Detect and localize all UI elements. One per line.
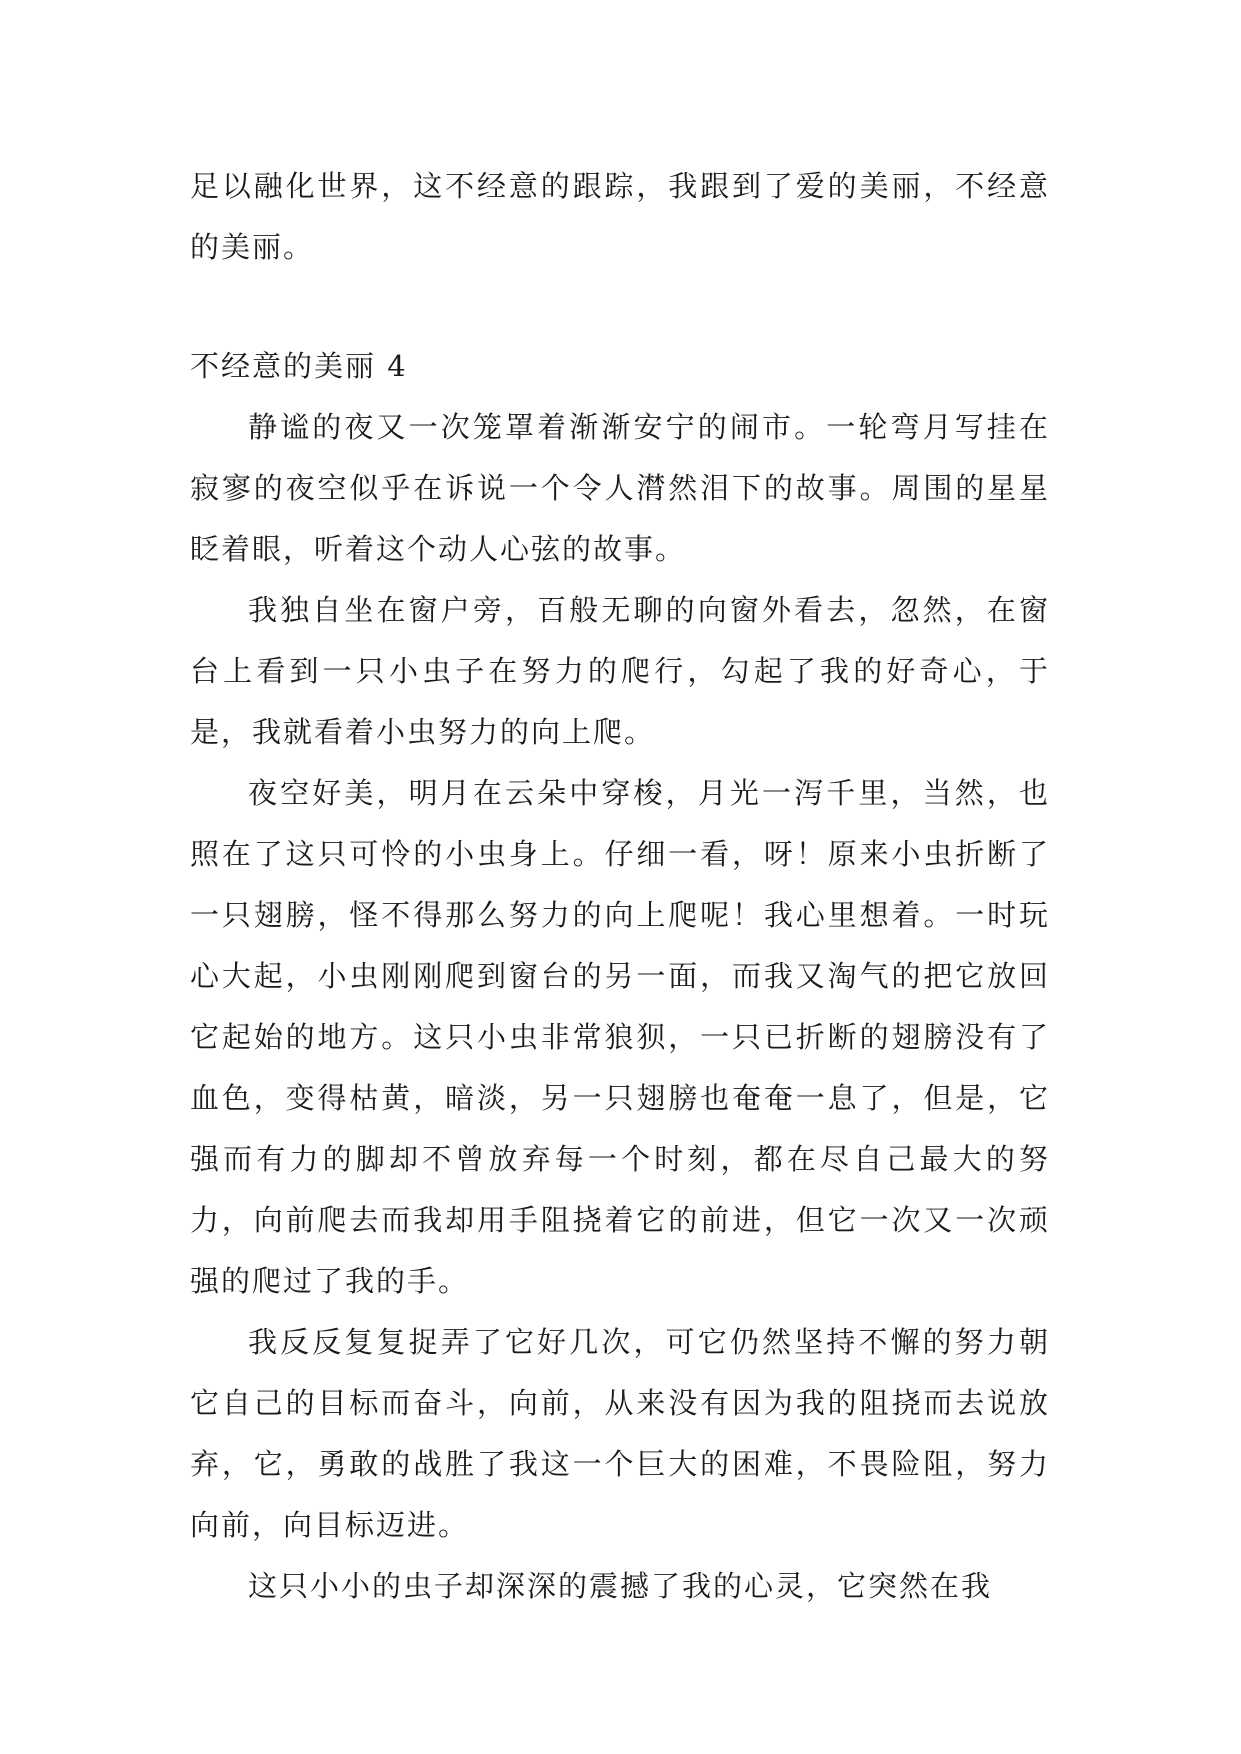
body-paragraph: 这只小小的虫子却深深的震撼了我的心灵，它突然在我 [248, 1569, 993, 1603]
body-paragraph: 夜空好美，明月在云朵中穿梭，月光一泻千里，当然，也照在了这只可怜的小虫身上。仔细一看，呀！原来小虫折断了一只翅膀，怪不得那么努力的向上爬呢！我心里想着。一时玩心大起，小虫刚刚爬到窗台的另一面，而我又淘气的把它放回它起始的地方。这只小虫非常狼狈，一只已折断的翅膀没有了血色，变得枯黄，暗淡，另一只翅膀也奄奄一息了，但是，它强而有力的脚却不曾放弃每一个时刻，都在尽自己最大的努力，向前爬去而我却用手阻挠着它的前进，但它一次又一次顽强的爬过了我的手。 [190, 776, 1050, 1298]
section-title: 不经意的美丽 4 [190, 349, 408, 383]
essay-body [190, 397, 1050, 1617]
continuation-paragraph: 足以融化世界，这不经意的跟踪，我跟到了爱的美丽，不经意的美丽。 [190, 169, 1050, 264]
body-paragraph: 静谧的夜又一次笼罩着渐渐安宁的闹市。一轮弯月写挂在寂寥的夜空似乎在诉说一个令人潸然泪下的故事。周围的星星眨着眼，听着这个动人心弦的故事。 [190, 410, 1050, 566]
body-paragraph: 我反反复复捉弄了它好几次，可它仍然坚持不懈的努力朝它自己的目标而奋斗，向前，从来没有因为我的阻挠而去说放弃，它，勇敢的战胜了我这一个巨大的困难，不畏险阻，努力向前，向目标迈进。 [190, 1325, 1050, 1542]
body-paragraph: 我独自坐在窗户旁，百般无聊的向窗外看去，忽然，在窗台上看到一只小虫子在努力的爬行，勾起了我的好奇心，于是，我就看着小虫努力的向上爬。 [190, 593, 1050, 749]
